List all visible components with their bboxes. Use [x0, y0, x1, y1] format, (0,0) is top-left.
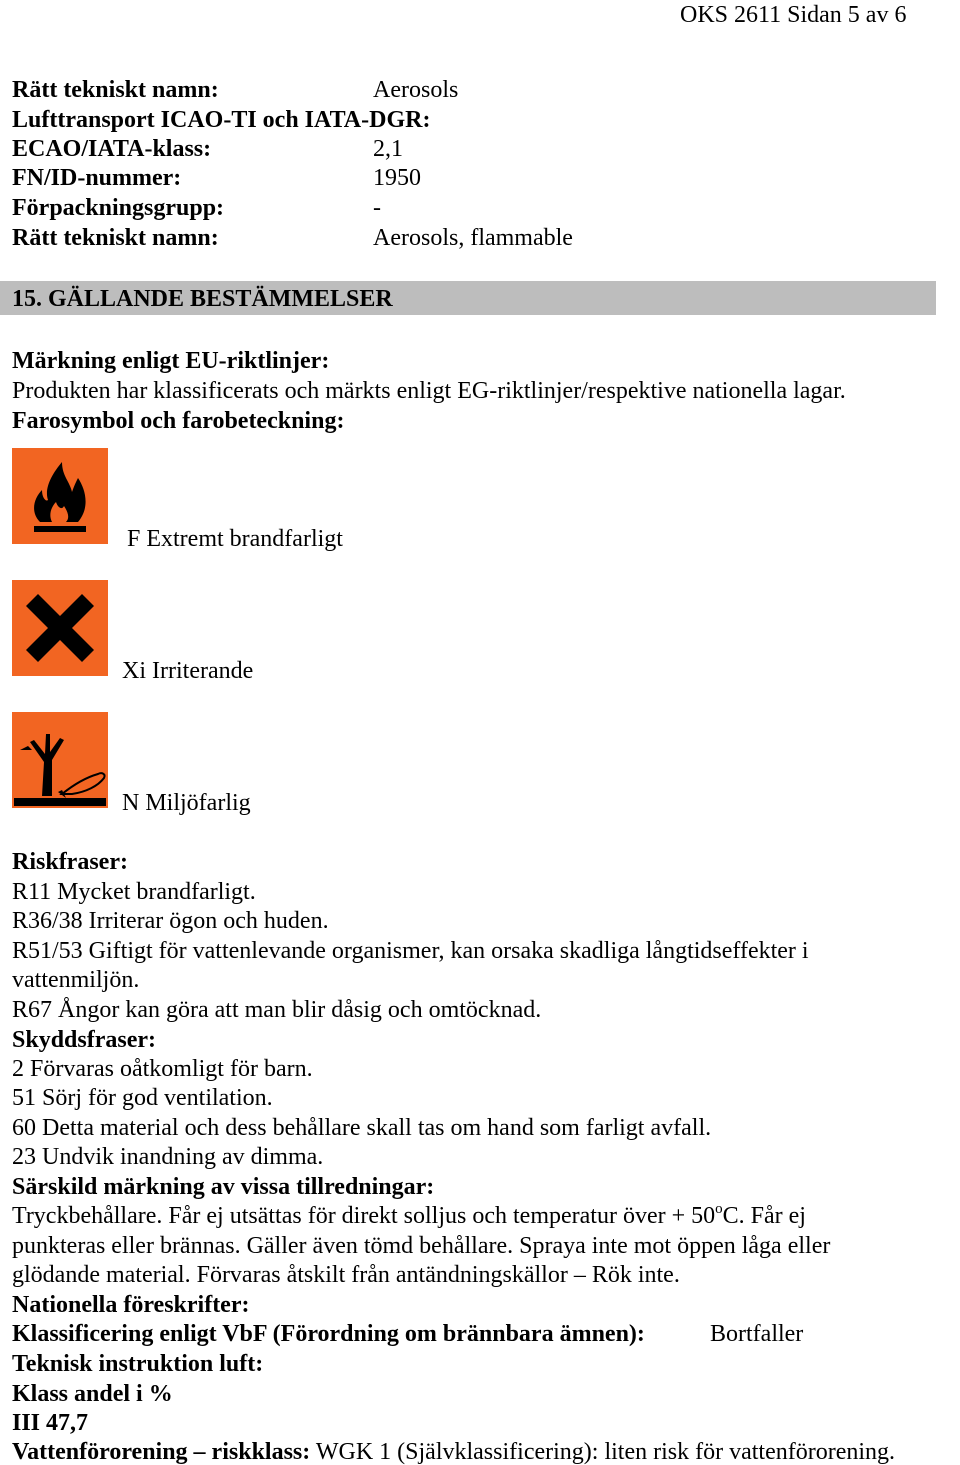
transport-value: 1950	[373, 165, 421, 191]
safety-phrase: 51 Sörj för god ventilation.	[12, 1085, 273, 1111]
dead-tree-fish-icon	[12, 712, 108, 808]
transport-value: 2,1	[373, 136, 403, 162]
transport-value: Aerosols, flammable	[373, 225, 573, 251]
special-text-line: punkteras eller brännas. Gäller även tömd behållare. Spraya inte mot öppen låga eller	[12, 1233, 831, 1259]
safety-phrase: 2 Förvaras oåtkomligt för barn.	[12, 1056, 313, 1082]
marking-text: Produkten har klassificerats och märkts enligt EG-riktlinjer/respektive nationella lagar.	[12, 378, 846, 404]
safety-phrase: 23 Undvik inandning av dimma.	[12, 1144, 324, 1170]
risk-phrase: R67 Ångor kan göra att man blir dåsig och omtöcknad.	[12, 997, 542, 1023]
risk-phrase: R36/38 Irriterar ögon och huden.	[12, 908, 329, 934]
national-heading: Nationella föreskrifter:	[12, 1292, 250, 1318]
page-reference: OKS 2611 Sidan 5 av 6	[680, 2, 907, 28]
risk-phrase: vattenmiljön.	[12, 967, 140, 993]
water-pollution-line	[12, 1440, 895, 1464]
hazard-label-irritant: Xi Irriterande	[122, 658, 254, 684]
hazard-label-flammable: F Extremt brandfarligt	[127, 526, 343, 552]
transport-label: Lufttransport ICAO-TI och IATA-DGR:	[12, 107, 431, 133]
transport-label: Förpackningsgrupp:	[12, 195, 225, 221]
degree-superscript: o	[715, 1201, 723, 1217]
luft-heading: Teknisk instruktion luft:	[12, 1351, 264, 1377]
transport-value: -	[373, 195, 381, 221]
transport-label: Rätt tekniskt namn:	[12, 225, 219, 251]
special-text-line: glödande material. Förvaras åtskilt från antändningskällor – Rök inte.	[12, 1262, 680, 1288]
risk-phrase: R51/53 Giftigt för vattenlevande organismer, kan orsaka skadliga långtidseffekter i	[12, 938, 809, 964]
special-text-part: C. Får ej	[722, 1203, 806, 1229]
vbf-value: Bortfaller	[710, 1321, 804, 1347]
section-header	[0, 281, 936, 315]
special-text-part: Tryckbehållare. Får ej utsättas för direkt solljus och temperatur över + 50	[12, 1203, 716, 1229]
water-value: WGK 1 (Självklassificering): liten risk för vattenförorening.	[315, 1439, 896, 1465]
special-heading: Särskild märkning av vissa tillredningar:	[12, 1174, 435, 1200]
risk-heading: Riskfraser:	[12, 849, 128, 875]
hazard-heading: Farosymbol och farobeteckning:	[12, 408, 345, 434]
x-cross-icon	[12, 580, 108, 676]
special-text-line	[12, 1201, 806, 1229]
hazard-label-environment: N Miljöfarlig	[122, 790, 251, 816]
safety-phrase: 60 Detta material och dess behållare skall tas om hand som farligt avfall.	[12, 1115, 712, 1141]
risk-phrase: R11 Mycket brandfarligt.	[12, 879, 256, 905]
section-title: 15. GÄLLANDE BESTÄMMELSER	[12, 286, 393, 312]
water-label: Vattenförorening – riskklass:	[12, 1439, 311, 1465]
transport-value: Aerosols	[373, 77, 459, 103]
klass-heading: Klass andel i %	[12, 1381, 173, 1407]
vbf-label: Klassificering enligt VbF (Förordning om brännbara ämnen):	[12, 1321, 645, 1347]
transport-label: FN/ID-nummer:	[12, 165, 182, 191]
transport-label: ECAO/IATA-klass:	[12, 136, 212, 162]
safety-heading: Skyddsfraser:	[12, 1027, 157, 1053]
klass-value: III 47,7	[12, 1410, 89, 1436]
transport-label: Rätt tekniskt namn:	[12, 77, 219, 103]
flame-icon	[12, 448, 108, 544]
marking-heading: Märkning enligt EU-riktlinjer:	[12, 348, 330, 374]
